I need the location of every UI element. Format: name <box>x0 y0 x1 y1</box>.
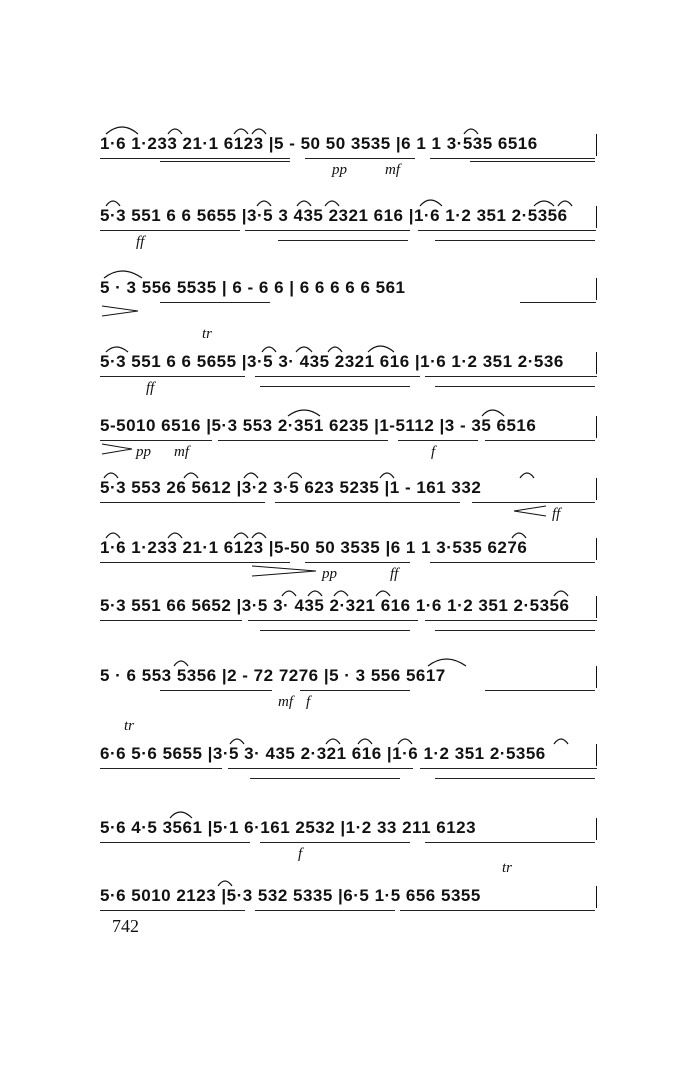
underline-mark <box>425 376 597 377</box>
dynamic-mark: ff <box>136 234 145 250</box>
underline-mark <box>430 562 595 563</box>
underline-mark <box>100 910 245 911</box>
underline-mark <box>400 910 595 911</box>
slur-mark <box>104 340 134 354</box>
trill-mark: tr <box>202 326 213 342</box>
slur-mark <box>102 266 146 280</box>
score-system-4 <box>100 326 600 400</box>
dynamic-mark: f <box>431 444 436 460</box>
notation-line: 5-5010 6516 |5·3 553 2·351 6235 |1-5112 |3 - 35 6516 <box>100 416 537 435</box>
end-barline <box>596 416 597 438</box>
underline-mark <box>275 502 460 503</box>
notation-line: 5 · 3 556 5535 | 6 - 6 6 | 6 6 6 6 6 561 <box>100 278 406 297</box>
underline-mark <box>398 440 478 441</box>
trill-mark: tr <box>502 860 513 876</box>
notation-line: 5·6 4·5 3561 |5·1 6·161 2532 |1·2 33 211 6123 <box>100 818 477 837</box>
underline-mark <box>420 768 597 769</box>
slur-mark <box>510 526 530 540</box>
slur-mark <box>102 466 302 480</box>
underline-mark <box>435 630 595 631</box>
slur-mark <box>480 404 510 418</box>
slur-mark <box>286 404 326 418</box>
notation-line: 1·6 1·233 21·1 6123 |5 - 50 50 3535 |6 1 1 3·535 6516 <box>100 134 538 153</box>
score-system-12 <box>100 860 600 934</box>
slur-mark <box>104 194 124 208</box>
underline-mark <box>485 440 595 441</box>
underline-mark <box>425 620 597 621</box>
decrescendo-hairpin <box>100 304 140 318</box>
end-barline <box>596 206 597 228</box>
dynamic-mark: mf <box>385 162 400 178</box>
end-barline <box>596 352 597 374</box>
dynamic-mark: ff <box>390 566 399 582</box>
underline-mark <box>305 562 410 563</box>
slur-mark <box>426 654 472 668</box>
underline-mark <box>430 158 595 159</box>
dynamic-mark: pp <box>136 444 151 460</box>
notation-line: 5 · 6 553 5356 |2 - 72 7276 |5 · 3 556 5617 <box>100 666 446 685</box>
score-system-1 <box>100 122 600 182</box>
notation-line: 6·6 5·6 5655 |3·5 3· 435 2·321 616 |1·6 1·2 351 2·5356 <box>100 744 546 763</box>
underline-mark <box>435 386 595 387</box>
underline-mark <box>435 240 595 241</box>
slur-mark <box>418 194 448 208</box>
underline-mark <box>100 502 265 503</box>
score-system-6 <box>100 466 600 526</box>
score-system-9 <box>100 654 600 714</box>
underline-mark <box>418 230 596 231</box>
end-barline <box>596 538 597 560</box>
crescendo-hairpin <box>512 504 548 518</box>
underline-mark <box>250 778 400 779</box>
slur-mark <box>552 732 572 746</box>
underline-mark <box>100 376 245 377</box>
end-barline <box>596 666 597 688</box>
end-barline <box>596 886 597 908</box>
end-barline <box>596 134 597 156</box>
underline-mark <box>160 161 290 162</box>
decrescendo-hairpin <box>100 442 136 456</box>
slur-mark <box>255 194 345 208</box>
underline-mark <box>435 778 595 779</box>
score-system-3 <box>100 266 600 326</box>
trill-mark: tr <box>124 718 135 734</box>
dynamic-mark: f <box>306 694 311 710</box>
end-barline <box>596 818 597 840</box>
underline-mark <box>160 302 270 303</box>
notation-line: 1·6 1·233 21·1 6123 |5-50 50 3535 |6 1 1 3·535 6276 <box>100 538 528 557</box>
slur-mark <box>462 122 482 136</box>
notation-line: 5·3 553 26 5612 |3·2 3·5 623 5235 |1 - 161 332 <box>100 478 482 497</box>
slur-mark <box>172 654 192 668</box>
slur-mark <box>532 194 582 208</box>
underline-mark <box>100 230 240 231</box>
end-barline <box>596 596 597 618</box>
underline-mark <box>305 158 415 159</box>
dynamic-mark: mf <box>278 694 293 710</box>
underline-mark <box>100 768 222 769</box>
underline-mark <box>485 690 595 691</box>
slur-mark <box>260 340 410 354</box>
underline-mark <box>100 562 290 563</box>
slur-mark <box>232 122 272 136</box>
underline-mark <box>100 620 242 621</box>
slur-mark <box>280 584 400 598</box>
score-system-10 <box>100 718 600 792</box>
underline-mark <box>260 386 410 387</box>
dynamic-mark: ff <box>552 506 561 522</box>
underline-mark <box>160 690 272 691</box>
slur-mark <box>168 806 198 820</box>
underline-mark <box>300 690 410 691</box>
score-system-7 <box>100 526 600 586</box>
slur-mark <box>104 526 124 540</box>
dynamic-mark: mf <box>174 444 189 460</box>
slur-mark <box>166 526 186 540</box>
underline-mark <box>248 620 418 621</box>
dynamic-mark: f <box>298 846 303 862</box>
decrescendo-hairpin <box>250 564 320 578</box>
underline-mark <box>255 376 420 377</box>
dynamic-mark: ff <box>146 380 155 396</box>
score-system-8 <box>100 584 600 644</box>
underline-mark <box>255 910 395 911</box>
score-system-2 <box>100 194 600 254</box>
underline-mark <box>245 230 410 231</box>
dynamic-mark: pp <box>332 162 347 178</box>
score-system-5 <box>100 404 600 464</box>
underline-mark <box>100 440 212 441</box>
slur-mark <box>552 584 572 598</box>
underline-mark <box>260 630 410 631</box>
notation-line: 5·3 551 66 5652 |3·5 3· 435 2·321 616 1·6 1·2 351 2·5356 <box>100 596 570 615</box>
underline-mark <box>218 440 388 441</box>
end-barline <box>596 278 597 300</box>
slur-mark <box>228 732 428 746</box>
underline-mark <box>520 302 596 303</box>
slur-mark <box>104 122 144 136</box>
underline-mark <box>470 161 595 162</box>
underline-mark <box>278 240 408 241</box>
underline-mark <box>228 768 413 769</box>
slur-mark <box>166 122 186 136</box>
underline-mark <box>100 158 290 159</box>
slur-mark <box>216 874 240 888</box>
underline-mark <box>100 842 250 843</box>
dynamic-mark: pp <box>322 566 337 582</box>
end-barline <box>596 478 597 500</box>
notation-line: 5·3 551 6 6 5655 |3·5 3 435 2321 616 |1·6 1·2 351 2·5356 <box>100 206 568 225</box>
score-system-11 <box>100 806 600 866</box>
notation-line: 5·6 5010 2123 |5·3 532 5335 |6·5 1·5 656 5355 <box>100 886 481 905</box>
slur-mark <box>378 466 398 480</box>
slur-mark <box>232 526 272 540</box>
underline-mark <box>472 502 595 503</box>
underline-mark <box>260 842 410 843</box>
underline-mark <box>425 842 595 843</box>
end-barline <box>596 744 597 766</box>
page-number: 742 <box>112 916 139 936</box>
notation-line: 5·3 551 6 6 5655 |3·5 3· 435 2321 616 |1·6 1·2 351 2·536 <box>100 352 564 371</box>
slur-mark <box>518 466 538 480</box>
